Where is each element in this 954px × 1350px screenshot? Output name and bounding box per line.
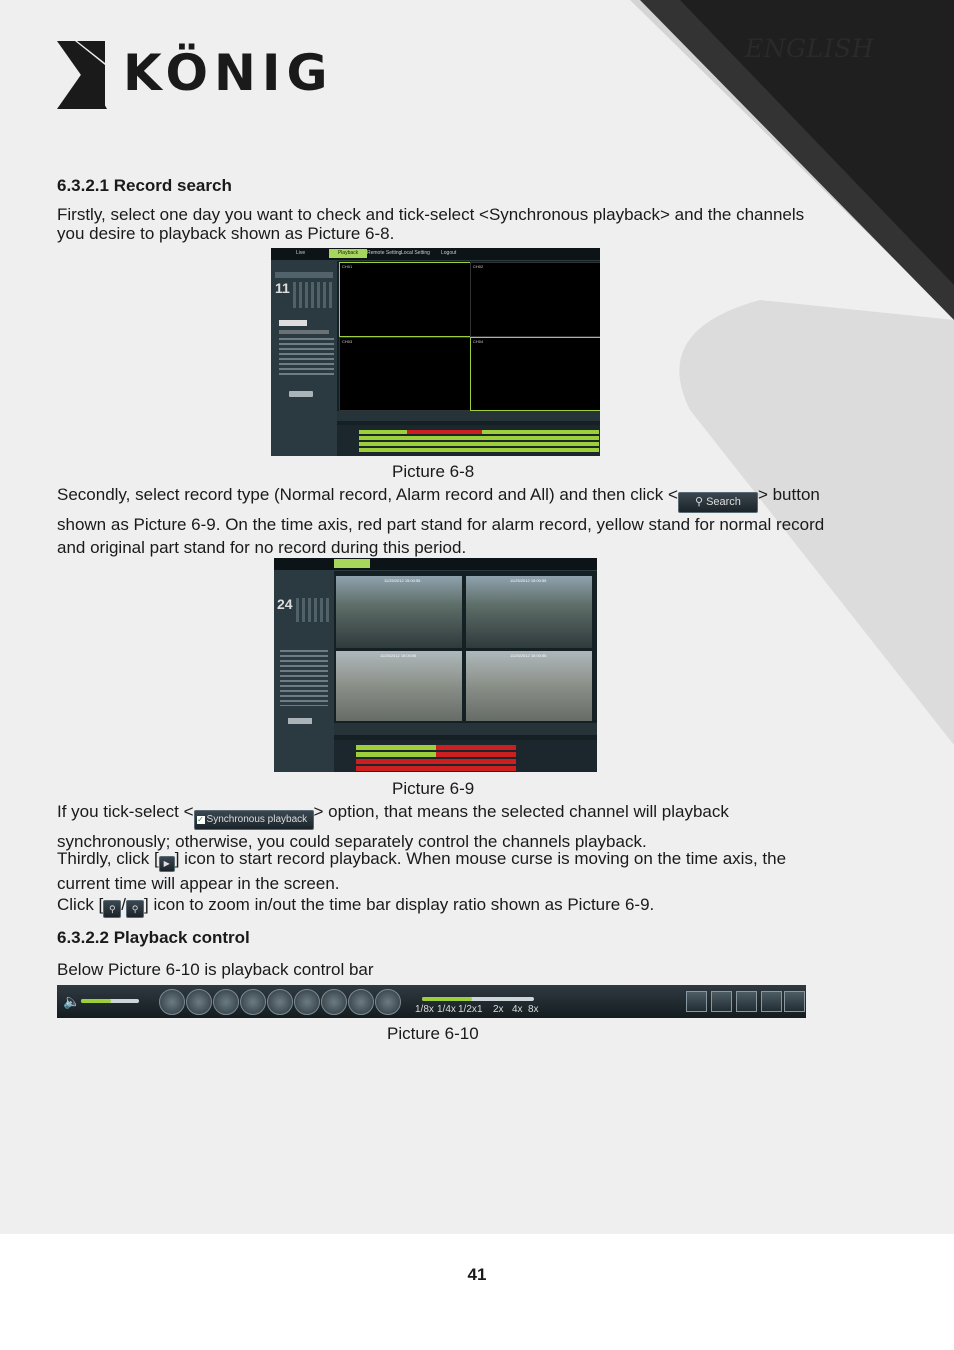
alarm-segment <box>407 430 482 434</box>
pause-button[interactable] <box>186 989 212 1015</box>
speed-slider-fill <box>422 997 472 1001</box>
play-button[interactable] <box>159 989 185 1015</box>
picture-6-8-screenshot <box>271 248 600 456</box>
speed-label-4x: 4x <box>512 1004 523 1015</box>
timeline-row[interactable] <box>359 436 599 440</box>
paragraph-zoom-icons <box>57 893 827 918</box>
search-button-small[interactable] <box>288 718 312 724</box>
sidebar-panel <box>271 260 337 456</box>
magnifier-icon: ⚲ <box>694 496 707 508</box>
timeline-panel <box>334 740 597 772</box>
sync-playback-checkbox[interactable] <box>279 330 329 334</box>
clip-button[interactable] <box>348 989 374 1015</box>
normal-segment <box>356 745 436 750</box>
konig-logo <box>57 41 334 116</box>
alarm-segment <box>356 766 516 771</box>
checkbox-checked-icon: ✓ <box>197 815 204 824</box>
alarm-segment <box>436 752 516 757</box>
single-view-button[interactable] <box>711 991 732 1012</box>
paragraph-record-type <box>57 483 827 559</box>
sync-label: Synchronous playback <box>206 814 308 825</box>
tab-live[interactable]: Live <box>296 250 306 256</box>
caption-picture-6-8: Picture 6-8 <box>392 462 475 481</box>
sidebar-panel <box>274 570 334 772</box>
video-tile-1[interactable] <box>339 262 471 337</box>
search-button-label: Search <box>706 496 741 508</box>
paragraph-text: ] icon to start record playback. When mouse curse is moving on the time axis, the current time will appear in the screen. <box>57 849 787 893</box>
channel-checkbox-list[interactable] <box>280 650 328 706</box>
mini-control-bar[interactable] <box>334 723 597 735</box>
channel-checkbox-list[interactable] <box>279 338 334 378</box>
page-number: 41 <box>467 1265 487 1284</box>
video-tile-label: CH03 <box>342 339 353 344</box>
paragraph-record-search-intro: Firstly, select one day you want to check and tick-select <Synchronous playback> and the channels you desire to playback shown as Picture 6-8. <box>57 205 805 243</box>
timeline-panel <box>337 425 600 456</box>
volume-icon[interactable]: 🔈 <box>63 993 81 1009</box>
zoom-button[interactable] <box>267 989 293 1015</box>
paragraph-text: Click [ <box>57 895 104 914</box>
normal-segment <box>356 752 436 757</box>
tab-remote-setting[interactable]: Remote Setting <box>367 250 402 256</box>
paragraph-text: > button shown as Picture 6-9. On the time axis, red part stand for alarm record, yellow stand for normal record and original part stand for no record during this period. <box>57 485 825 557</box>
paragraph-text: Secondly, select record type (Normal record, Alarm record and All) and then click < <box>57 485 678 504</box>
zoom-out-icon: ⚲ <box>126 900 144 918</box>
tile-timestamp: 11/25/2012 15:00:55 <box>510 578 547 583</box>
tab-local-setting[interactable]: Local Setting <box>401 250 430 256</box>
mini-control-bar[interactable] <box>337 411 600 421</box>
camera-tile-2[interactable] <box>466 576 592 648</box>
video-tile-label: CH01 <box>342 264 353 269</box>
paragraph-play-icon <box>57 847 827 895</box>
calendar-grid[interactable] <box>296 598 330 622</box>
timeline-row[interactable] <box>359 448 599 452</box>
caption-picture-6-9: Picture 6-9 <box>392 779 475 798</box>
tile-timestamp: 11/25/2012 15:00:55 <box>380 653 417 658</box>
brand-wordmark: KÖNIG <box>123 44 334 102</box>
timeline-row[interactable] <box>359 442 599 446</box>
picture-6-9-screenshot <box>274 558 597 772</box>
calendar-day: 24 <box>277 596 293 612</box>
paragraph-text: ] icon to zoom in/out the time bar display ratio shown as Picture 6-9. <box>144 895 655 914</box>
speed-label-1-2x: 1/2x <box>458 1004 477 1015</box>
snapshot-button[interactable] <box>294 989 320 1015</box>
separator: / <box>121 895 127 914</box>
paragraph-playback-control-intro: Below Picture 6-10 is playback control bar <box>57 960 374 979</box>
inline-search-button <box>678 492 758 513</box>
record-type-select[interactable] <box>279 320 307 326</box>
video-tile-label: CH02 <box>473 264 484 269</box>
fit-window-button[interactable] <box>761 991 782 1012</box>
full-screen-button[interactable] <box>784 991 805 1012</box>
camera-tile-4[interactable] <box>466 651 592 721</box>
close-all-button[interactable] <box>686 991 707 1012</box>
alarm-segment <box>356 759 516 764</box>
tile-timestamp: 11/25/2012 15:00:55 <box>384 578 421 583</box>
paragraph-text: Thirdly, click [ <box>57 849 159 868</box>
section-heading-playback-control: 6.3.2.2 Playback control <box>57 928 250 947</box>
picture-6-10-control-bar <box>57 985 806 1018</box>
alarm-segment <box>436 745 516 750</box>
caption-picture-6-10: Picture 6-10 <box>387 1024 479 1043</box>
speed-label-1-4x: 1/4x <box>437 1004 456 1015</box>
month-selector[interactable] <box>275 272 333 278</box>
camera-tile-1[interactable] <box>336 576 462 648</box>
paragraph-text: If you tick-select < <box>57 802 194 821</box>
speed-label-2x: 2x <box>493 1004 504 1015</box>
step-forward-button[interactable] <box>240 989 266 1015</box>
zoom-in-icon: ⚲ <box>103 900 121 918</box>
language-label: ENGLISH <box>745 34 875 63</box>
inline-sync-checkbox <box>194 810 314 830</box>
tab-playback[interactable]: Playback <box>329 249 367 258</box>
video-tile-4[interactable] <box>470 337 600 411</box>
fullscreen-toggle-button[interactable] <box>375 989 401 1015</box>
volume-slider[interactable] <box>81 999 139 1003</box>
download-button[interactable] <box>321 989 347 1015</box>
search-button-small[interactable] <box>289 391 313 397</box>
speed-label-1-8x: 1/8x <box>415 1004 434 1015</box>
tile-timestamp: 11/25/2012 15:00:55 <box>510 653 547 658</box>
video-tile-3[interactable] <box>339 337 471 411</box>
calendar-day: 11 <box>275 280 290 296</box>
video-tile-2[interactable] <box>470 262 600 337</box>
video-tile-label: CH04 <box>473 339 484 344</box>
paragraph-sync-playback <box>57 800 827 853</box>
speed-label-8x: 8x <box>528 1004 539 1015</box>
quad-view-button[interactable] <box>736 991 757 1012</box>
stop-button[interactable] <box>213 989 239 1015</box>
speed-label-1x: 1 <box>477 1004 483 1015</box>
calendar-grid[interactable] <box>293 282 333 308</box>
paragraph-text: > option, that means the selected channel will playback synchronously; otherwise, you could separately control the channels playback. <box>57 802 729 851</box>
section-heading-record-search: 6.3.2.1 Record search <box>57 176 232 195</box>
speed-slider[interactable] <box>422 997 534 1001</box>
tab-logout[interactable]: Logout <box>441 250 457 256</box>
volume-level <box>81 999 111 1003</box>
tab-playback-active[interactable] <box>334 559 370 568</box>
play-icon: ▶ <box>159 856 175 872</box>
camera-tile-3[interactable] <box>336 651 462 721</box>
